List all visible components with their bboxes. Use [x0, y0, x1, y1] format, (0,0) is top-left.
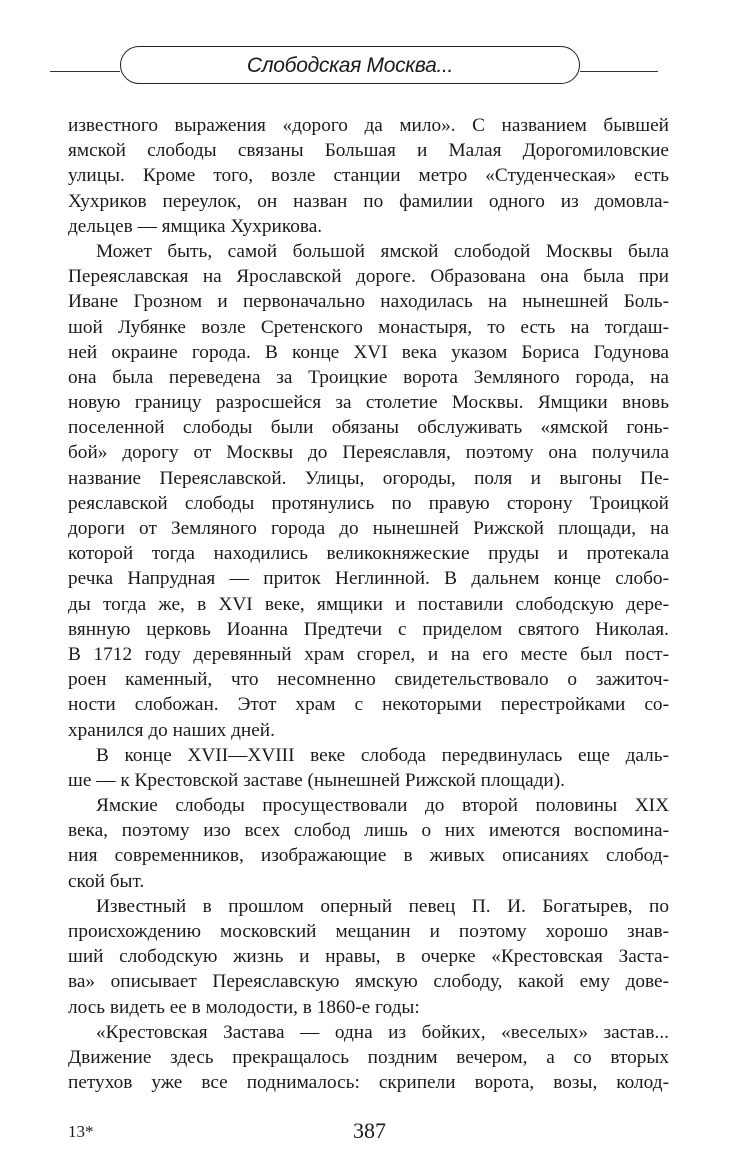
paragraph — [68, 743, 669, 793]
text-line: название Переяславской. Улицы, огороды, поля и выгоны Пе- — [68, 467, 669, 489]
running-header — [120, 46, 580, 84]
header-rule-left — [50, 71, 120, 72]
text-line: шой Лубянке возле Сретенского монастыря, то есть на тогдаш- — [68, 316, 669, 338]
text-line: ший слободскую жизнь и нравы, в очерке «Крестовская Заста- — [68, 946, 669, 968]
text-line: хранился до наших дней. — [68, 719, 275, 741]
text-line: бой» дорогу от Москвы до Переяславля, поэтому она получила — [68, 442, 669, 464]
paragraph — [68, 113, 669, 239]
text-line: Движение здесь прекращалось поздним вечером, а со вторых — [68, 1046, 669, 1068]
text-line: дороги от Земляного города до нынешней Рижской площади, на — [68, 518, 669, 539]
text-line: Ямские слободы просуществовали до второй половины XIX — [96, 795, 669, 817]
text-line: ния современников, изображающие в живых описаниях слобод- — [68, 845, 669, 867]
text-line: ской быт. — [68, 870, 145, 892]
text-line: улицы. Кроме того, возле станции метро «Студенческая» есть — [68, 165, 669, 187]
text-line: Может быть, самой большой ямской слободой Москвы была — [96, 240, 669, 262]
text-line: века, поэтому изо всех слобод лишь о них имеются воспомина- — [68, 820, 669, 842]
text-line: «Крестовская Застава — одна из бойких, «веселых» застав... — [96, 1021, 669, 1043]
text-line: Известный в прошлом оперный певец П. И. Богатырев, по — [96, 895, 669, 917]
paragraph — [68, 793, 669, 894]
text-line: происхождению московский мещанин и поэтому хорошо знав- — [68, 921, 669, 942]
text-line: ва» описывает Переяславскую ямскую слободу, какой ему дове- — [68, 971, 669, 993]
text-line: лось видеть ее в молодости, в 1860-е годы: — [68, 996, 420, 1018]
text-line: ды тогда же, в XVI веке, ямщики и поставили слободскую дере- — [68, 593, 669, 615]
paragraph — [68, 894, 669, 1020]
text-line: В конце XVII—XVIII веке слобода передвинулась еще даль- — [96, 744, 669, 766]
text-line: дельцев — ямщика Хухрикова. — [68, 215, 323, 237]
page-number: 387 — [353, 1118, 386, 1143]
header-rule-right — [580, 71, 658, 72]
signature-mark: 13* — [68, 1122, 94, 1141]
text-line: Переяславская на Ярославской дороге. Образована она была при — [68, 266, 669, 288]
paragraph — [68, 1020, 669, 1096]
text-line: она была переведена за Троицкие ворота Земляного города, на — [68, 366, 669, 388]
text-line: Хухриков переулок, он назван по фамилии одного из домовла- — [68, 190, 669, 212]
text-line: поселенной слободы были обязаны обслуживать «ямской гонь- — [68, 417, 669, 439]
text-line: ней окраине города. В конце XVI века указом Бориса Годунова — [68, 341, 669, 363]
text-line: петухов уже все поднималось: скрипели ворота, возы, колод- — [68, 1072, 669, 1094]
text-line: которой тогда находились великокняжеские пруды и протекала — [68, 543, 669, 565]
text-line: В 1712 году деревянный храм сгорел, и на его месте был пост- — [68, 643, 669, 665]
text-line: ности слобожан. Этот храм с некоторыми перестройками со- — [68, 694, 669, 716]
text-line: ше — к Крестовской заставе (нынешней Рижской площади). — [68, 769, 565, 791]
paragraph — [68, 239, 669, 743]
running-header-title: Слободская Москва... — [246, 54, 454, 77]
text-line: реяславской слободы протянулись по правую сторону Троицкой — [68, 492, 669, 514]
text-line: Иване Грозном и первоначально находилась на нынешней Боль- — [68, 291, 669, 313]
text-line: вянную церковь Иоанна Предтечи с приделом святого Николая. — [68, 618, 669, 640]
text-line: новую границу разросшейся за столетие Москвы. Ямщики вновь — [68, 392, 669, 414]
text-line: речка Напрудная — приток Неглинной. В дальнем конце слобо- — [68, 568, 669, 590]
text-line: роен каменный, что несомненно свидетельствовало о зажиточ- — [68, 669, 669, 691]
page-body — [68, 113, 669, 1095]
text-line: ямской слободы связаны Большая и Малая Дорогомиловские — [68, 140, 669, 162]
text-line: известного выражения «дорого да мило». С названием бывшей — [68, 115, 669, 136]
